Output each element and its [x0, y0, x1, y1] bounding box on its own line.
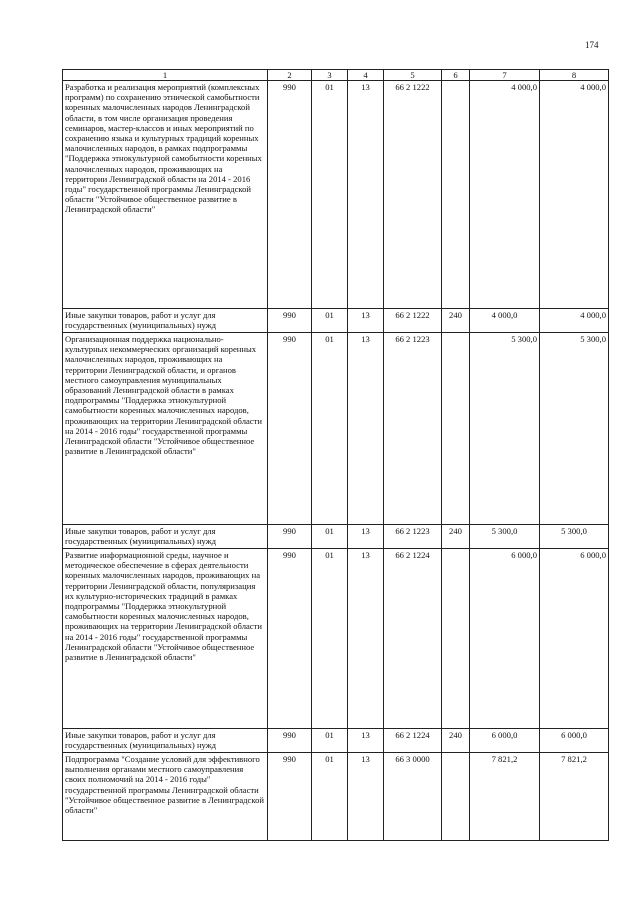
row-expense-type	[442, 333, 470, 525]
row-subsection: 13	[348, 549, 384, 729]
row-section: 01	[312, 753, 348, 841]
row-amount-7: 4 000,0	[470, 81, 540, 309]
table-row	[63, 333, 609, 525]
row-expense-type: 240	[442, 525, 470, 549]
row-name: Иные закупки товаров, работ и услуг для государственных (муниципальных) нужд	[63, 309, 268, 333]
row-section: 01	[312, 333, 348, 525]
row-expense-type	[442, 81, 470, 309]
table-row	[63, 549, 609, 729]
row-target-article: 66 2 1222	[384, 81, 442, 309]
row-name: Иные закупки товаров, работ и услуг для государственных (муниципальных) нужд	[63, 525, 268, 549]
row-name: Подпрограмма "Создание условий для эффективного выполнения органами местного самоуправления своих полномочий на 2014 - 2016 годы" государственной программы Ленинградской области "Устойчивое общественное развитие в Ленинградской области"	[63, 753, 268, 841]
row-name: Организационная поддержка национально-культурных некоммерческих организаций коренных малочисленных народов, проживающих на территории Ленинградской области, и органов местного самоуправления муниципальных образований Ленинградской области в рамках подпрограммы "Поддержка этнокультурной самобытности коренных малочисленных народов, проживающих на территории Ленинградской области на 2014 - 2016 годы" государственной программы Ленинградской области "Устойчивое общественное развитие в Ленинградской области"	[63, 333, 268, 525]
row-admin-code: 990	[268, 309, 312, 333]
page-number: 174	[585, 40, 599, 50]
row-amount-7: 6 000,0	[470, 549, 540, 729]
row-target-article: 66 2 1223	[384, 525, 442, 549]
column-header-2: 2	[268, 70, 312, 81]
budget-table	[62, 69, 609, 841]
row-admin-code: 990	[268, 525, 312, 549]
row-subsection: 13	[348, 309, 384, 333]
row-amount-7: 5 300,0	[470, 333, 540, 525]
row-section: 01	[312, 309, 348, 333]
row-amount-8: 5 300,0	[540, 333, 609, 525]
row-expense-type	[442, 549, 470, 729]
table-row	[63, 753, 609, 841]
table-row	[63, 81, 609, 309]
row-admin-code: 990	[268, 549, 312, 729]
row-target-article: 66 2 1224	[384, 729, 442, 753]
row-name: Иные закупки товаров, работ и услуг для государственных (муниципальных) нужд	[63, 729, 268, 753]
row-section: 01	[312, 729, 348, 753]
row-subsection: 13	[348, 753, 384, 841]
row-amount-8: 7 821,2	[540, 753, 609, 841]
row-subsection: 13	[348, 333, 384, 525]
table-row	[63, 525, 609, 549]
row-amount-8: 4 000,0	[540, 309, 609, 333]
row-name: Разработка и реализация мероприятий (комплексных программ) по сохранению этнической самобытности коренных малочисленных народов Ленинградской области, в том числе организация проведения семинаров, мастер-классов и иных мероприятий по сохранению языка и культурных традиций коренных малочисленных народов, в рамках подпрограммы "Поддержка этнокультурной самобытности коренных малочисленных народов, проживающих на территории Ленинградской области на 2014 - 2016 годы" государственной программы Ленинградской области "Устойчивое общественное развитие в Ленинградской области"	[63, 81, 268, 309]
row-subsection: 13	[348, 525, 384, 549]
row-admin-code: 990	[268, 81, 312, 309]
row-section: 01	[312, 549, 348, 729]
row-admin-code: 990	[268, 333, 312, 525]
column-header-1: 1	[63, 70, 268, 81]
column-header-4: 4	[348, 70, 384, 81]
row-amount-7: 4 000,0	[470, 309, 540, 333]
row-amount-8: 4 000,0	[540, 81, 609, 309]
column-header-8: 8	[540, 70, 609, 81]
row-amount-8: 6 000,0	[540, 729, 609, 753]
row-amount-8: 6 000,0	[540, 549, 609, 729]
column-header-7: 7	[470, 70, 540, 81]
row-amount-8: 5 300,0	[540, 525, 609, 549]
row-target-article: 66 3 0000	[384, 753, 442, 841]
header-row	[63, 70, 609, 81]
row-section: 01	[312, 525, 348, 549]
column-header-5: 5	[384, 70, 442, 81]
row-subsection: 13	[348, 729, 384, 753]
row-expense-type: 240	[442, 729, 470, 753]
column-header-3: 3	[312, 70, 348, 81]
row-target-article: 66 2 1223	[384, 333, 442, 525]
column-header-6: 6	[442, 70, 470, 81]
row-subsection: 13	[348, 81, 384, 309]
row-admin-code: 990	[268, 753, 312, 841]
row-name: Развитие информационной среды, научное и методическое обеспечение в сферах деятельности коренных малочисленных народов, проживающих на территории Ленинградской области, популяризация их культурно-исторических традиций в рамках подпрограммы "Поддержка этнокультурной самобытности коренных малочисленных народов, проживающих на территории Ленинградской области на 2014 - 2016 годы" государственной программы Ленинградской области "Устойчивое общественное развитие в Ленинградской области"	[63, 549, 268, 729]
row-amount-7: 6 000,0	[470, 729, 540, 753]
row-expense-type	[442, 753, 470, 841]
row-admin-code: 990	[268, 729, 312, 753]
row-target-article: 66 2 1224	[384, 549, 442, 729]
row-target-article: 66 2 1222	[384, 309, 442, 333]
row-amount-7: 5 300,0	[470, 525, 540, 549]
row-expense-type: 240	[442, 309, 470, 333]
table-row	[63, 309, 609, 333]
row-amount-7: 7 821,2	[470, 753, 540, 841]
table-row	[63, 729, 609, 753]
row-section: 01	[312, 81, 348, 309]
